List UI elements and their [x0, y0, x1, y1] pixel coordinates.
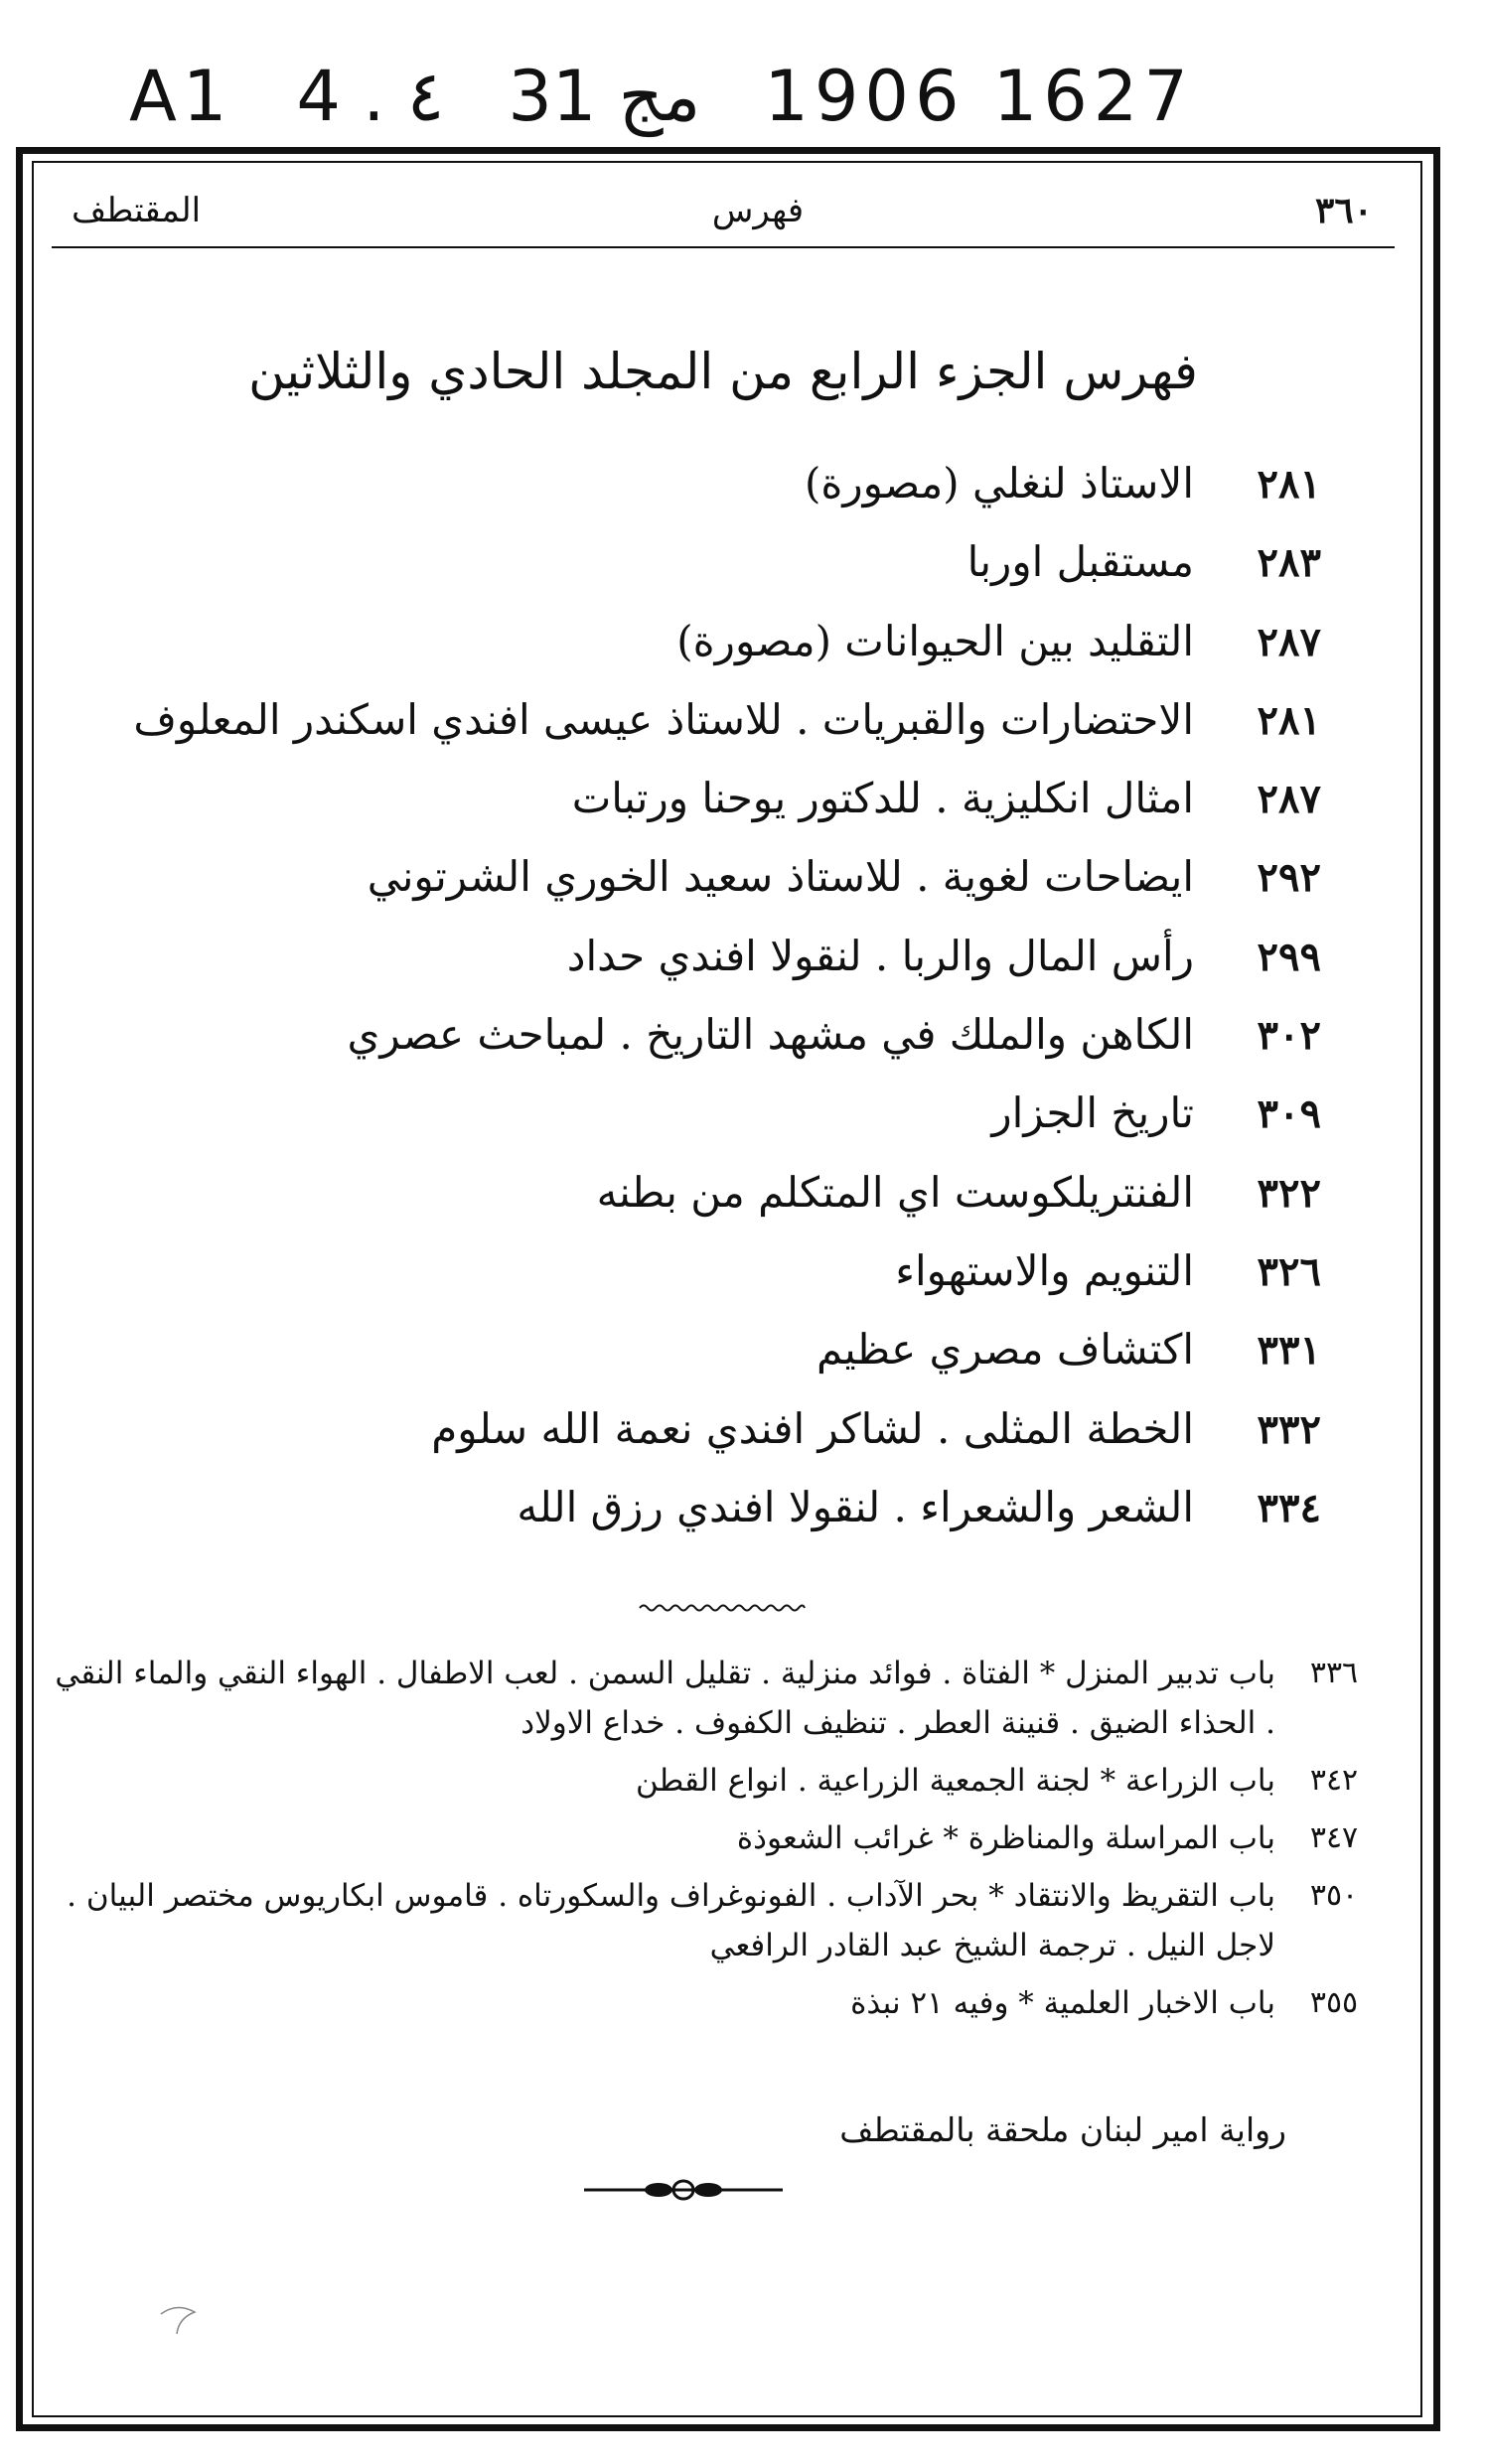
section-page: ٣٥٥ — [1309, 1985, 1359, 2020]
article-page: ٣٢٢ — [1257, 1169, 1321, 1217]
catalog-code: 1906 1627 — [764, 56, 1194, 137]
article-page: ٣٣٤ — [1257, 1484, 1321, 1531]
article-title: الخطة المثلى . لشاكر افندي نعمة الله سلوم — [431, 1403, 1194, 1453]
list-item — [149, 774, 1343, 852]
header-rule — [52, 246, 1395, 248]
article-title: التقليد بين الحيوانات (مصورة) — [676, 616, 1194, 665]
section-text: باب الزراعة * لجنة الجمعية الزراعية . انواع القطن — [635, 1763, 1275, 1799]
list-item — [149, 537, 1343, 616]
article-title: مستقبل اوربا — [966, 537, 1194, 587]
list-item — [40, 1756, 1393, 1806]
section-page: ٣٤٧ — [1309, 1820, 1359, 1855]
article-title: امثال انكليزية . للدكتور يوحنا ورتبات — [571, 774, 1194, 823]
section-text: باب التقريظ والانتقاد * بحر الآداب . الفونوغراف والسكورتاه . قاموس ابكاريوس مختصر البيان . لاجل النيل . ترجمة الشيخ عبد القادر الرافعي — [67, 1878, 1275, 1963]
article-title: تاريخ الجزار — [991, 1088, 1194, 1138]
index-title: فهرس الجزء الرابع من المجلد الحادي والثلاثين — [248, 343, 1198, 400]
article-page: ٢٩٢ — [1257, 854, 1321, 902]
article-title: الكاهن والملك في مشهد التاريخ . لمباحث عصري — [347, 1010, 1194, 1060]
list-item — [149, 1325, 1343, 1403]
wavy-separator — [638, 1601, 807, 1615]
fleuron-ornament — [584, 2175, 783, 2205]
list-item — [149, 1010, 1343, 1088]
running-head-journal: المقتطف — [72, 191, 202, 230]
article-page: ٣٠٢ — [1257, 1012, 1321, 1060]
list-item — [149, 459, 1343, 537]
supplement-note: رواية امير لبنان ملحقة بالمقتطف — [839, 2110, 1286, 2149]
list-item — [40, 1978, 1393, 2028]
list-item — [149, 1168, 1343, 1246]
article-page: ٢٨٧ — [1257, 776, 1321, 823]
pencil-mark — [149, 2294, 219, 2354]
catalog-code: 4 . ٤ — [296, 56, 445, 137]
article-list — [133, 459, 1343, 1561]
catalog-code: A1 — [129, 56, 233, 137]
section-list — [40, 1649, 1393, 2036]
catalog-code: 31 مج — [508, 56, 701, 137]
section-page: ٣٣٦ — [1309, 1656, 1359, 1690]
article-title: الاستاذ لنغلي (مصورة) — [804, 459, 1194, 507]
article-title: الاحتضارات والقبريات . للاستاذ عيسى افندي اسكندر المعلوف — [133, 694, 1194, 744]
article-page: ٢٩٩ — [1257, 933, 1321, 980]
list-item — [149, 1246, 1343, 1325]
article-page: ٢٨٣ — [1257, 539, 1321, 587]
page-number: ٣٦٠ — [1314, 190, 1373, 231]
list-item — [133, 694, 1343, 774]
list-item — [149, 617, 1343, 695]
article-page: ٢٨١ — [1257, 461, 1321, 507]
list-item — [149, 1483, 1343, 1561]
article-page: ٣٣١ — [1257, 1327, 1321, 1375]
article-page: ٣٢٦ — [1257, 1247, 1321, 1295]
article-page: ٣٣٢ — [1257, 1405, 1321, 1453]
section-text: باب الاخبار العلمية * وفيه ٢١ نبذة — [850, 1985, 1275, 2021]
list-item — [40, 1813, 1393, 1863]
list-item — [149, 1404, 1343, 1483]
running-head-section: فهرس — [711, 191, 805, 230]
section-page: ٣٤٢ — [1309, 1763, 1359, 1798]
list-item — [40, 1871, 1393, 1970]
article-page: ٢٨١ — [1257, 696, 1321, 744]
article-title: رأس المال والربا . لنقولا افندي حداد — [566, 931, 1194, 980]
article-title: التنويم والاستهواء — [895, 1245, 1194, 1295]
list-item — [149, 1088, 1343, 1167]
article-title: الفنتريلكوست اي المتكلم من بطنه — [596, 1167, 1194, 1217]
article-title: ايضاحات لغوية . للاستاذ سعيد الخوري الشرتوني — [367, 852, 1194, 902]
list-item — [40, 1649, 1393, 1748]
article-title: الشعر والشعراء . لنقولا افندي رزق الله — [517, 1482, 1194, 1531]
article-page: ٢٨٧ — [1257, 618, 1321, 665]
article-title: اكتشاف مصري عظيم — [817, 1325, 1194, 1375]
running-head — [72, 181, 1373, 240]
handwritten-catalog-codes — [129, 52, 1420, 141]
section-text: باب تدبير المنزل * الفتاة . فوائد منزلية . تقليل السمن . لعب الاطفال . الهواء النقي والماء النقي . الحذاء الضيق . قنينة العطر . تنظيف الكفوف . خداع الاولاد — [55, 1656, 1275, 1741]
list-item — [149, 852, 1343, 931]
section-page: ٣٥٠ — [1309, 1878, 1359, 1913]
section-text: باب المراسلة والمناظرة * غرائب الشعوذة — [736, 1820, 1275, 1856]
list-item — [149, 932, 1343, 1010]
article-page: ٣٠٩ — [1257, 1090, 1321, 1138]
